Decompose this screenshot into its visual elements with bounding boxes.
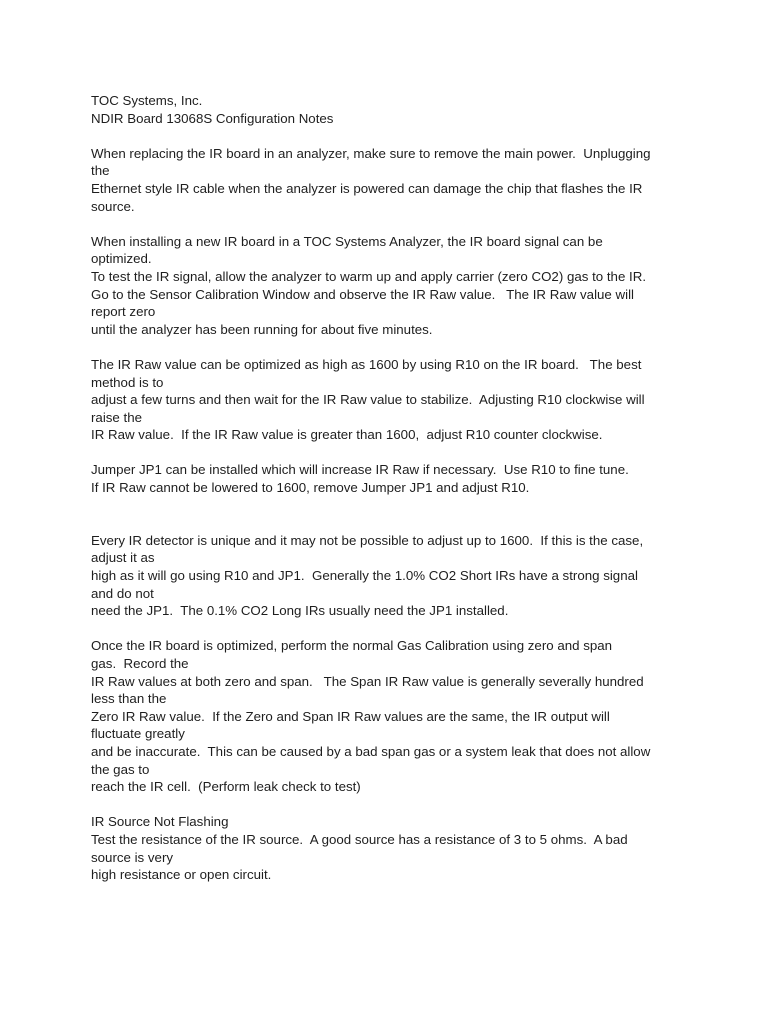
text-line: Jumper JP1 can be installed which will increase IR Raw if necessary. Use R10 to fine tune.	[91, 462, 629, 478]
text-line: When replacing the IR board in an analyzer, make sure to remove the main power. Unplugging	[91, 145, 651, 161]
text-line: optimized.	[91, 251, 152, 267]
text-line: adjust it as	[91, 550, 155, 566]
text-line: gas. Record the	[91, 656, 189, 671]
paragraph-ir-source	[91, 813, 691, 883]
paragraph-optimize-r10	[91, 356, 691, 444]
text-line: Test the resistance of the IR source. A good source has a resistance of 3 to 5 ohms. A bad	[91, 831, 628, 847]
text-line: high as it will go using R10 and JP1. Generally the 1.0% CO2 Short IRs have a strong signal	[91, 568, 638, 584]
text-line: need the JP1. The 0.1% CO2 Long IRs usually need the JP1 installed.	[91, 603, 509, 619]
text-line: until the analyzer has been running for about five minutes.	[91, 321, 433, 337]
spacer	[91, 338, 691, 356]
text-line: The IR Raw value can be optimized as high as 1600 by using R10 on the IR board. The best	[91, 356, 642, 372]
text-line: Every IR detector is unique and it may not be possible to adjust up to 1600. If this is the case,	[91, 532, 644, 548]
text-line: high resistance or open circuit.	[91, 867, 272, 883]
spacer	[91, 796, 691, 814]
text-line: IR Raw values at both zero and span. The Span IR Raw value is generally severally hundred	[91, 673, 644, 689]
paragraph-installing	[91, 233, 691, 339]
text-line: reach the IR cell. (Perform leak check to test)	[91, 779, 361, 795]
spacer	[91, 215, 691, 233]
text-line: To test the IR signal, allow the analyzer to warm up and apply carrier (zero CO2) gas to the IR.	[91, 268, 647, 284]
paragraph-detector-unique	[91, 532, 691, 620]
text-line: adjust a few turns and then wait for the IR Raw value to stabilize. Adjusting R10 clockwise will	[91, 392, 645, 408]
text-line: Zero IR Raw value. If the Zero and Span IR Raw values are the same, the IR output will	[91, 708, 610, 724]
spacer	[91, 444, 691, 462]
text-line: the	[91, 163, 110, 179]
paragraph-power-warning	[91, 145, 691, 215]
paragraph-gas-calibration	[91, 637, 691, 795]
document-body	[91, 92, 691, 884]
paragraph-jumper-jp1	[91, 461, 691, 496]
text-line: When installing a new IR board in a TOC Systems Analyzer, the IR board signal can be	[91, 233, 603, 249]
text-line: method is to	[91, 374, 164, 390]
text-line: IR Raw value. If the IR Raw value is greater than 1600, adjust R10 counter clockwise.	[91, 427, 603, 443]
text-line: fluctuate greatly	[91, 726, 185, 742]
text-line: Ethernet style IR cable when the analyzer is powered can damage the chip that flashes the IR	[91, 180, 643, 196]
spacer	[91, 127, 691, 145]
text-line: source is very	[91, 849, 174, 865]
text-line: the gas to	[91, 761, 150, 777]
text-line: raise the	[91, 409, 142, 425]
document-title: NDIR Board 13068S Configuration Notes	[91, 110, 334, 126]
text-line: If IR Raw cannot be lowered to 1600, remove Jumper JP1 and adjust R10.	[91, 480, 530, 496]
section-heading: IR Source Not Flashing	[91, 814, 229, 830]
text-line: and be inaccurate. This can be caused by a bad span gas or a system leak that does not allow	[91, 743, 651, 759]
text-line: source.	[91, 198, 135, 214]
spacer	[91, 497, 691, 532]
text-line: and do not	[91, 585, 154, 601]
spacer	[91, 620, 691, 638]
text-line: Once the IR board is optimized, perform the normal Gas Calibration using zero and span	[91, 638, 613, 654]
text-line: Go to the Sensor Calibration Window and observe the IR Raw value. The IR Raw value will	[91, 286, 634, 302]
company-name: TOC Systems, Inc.	[91, 93, 203, 108]
text-line: less than the	[91, 691, 167, 707]
text-line: report zero	[91, 304, 156, 320]
